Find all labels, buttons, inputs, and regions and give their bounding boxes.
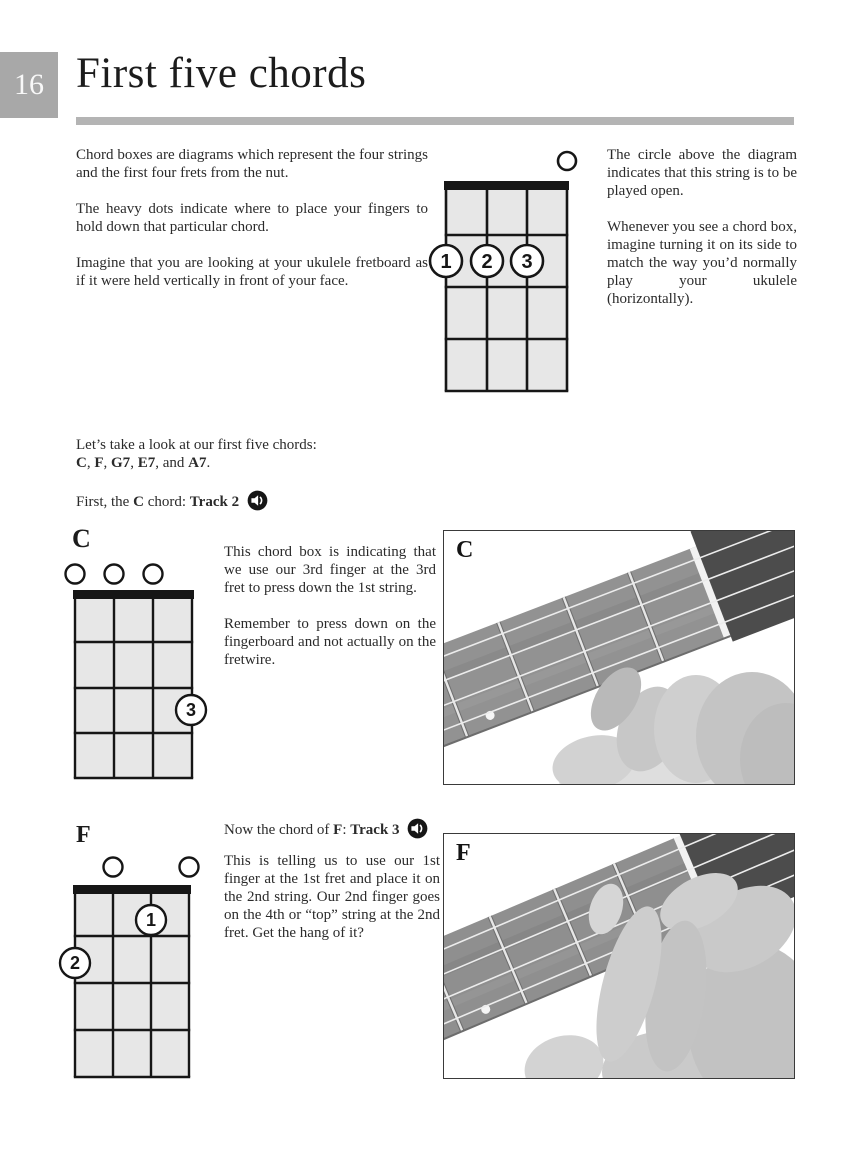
intro-paragraph: Whenever you see a chord box, imagine turning it on its side to match the way you’d normally play your ukulele (horizontally). (607, 219, 797, 307)
svg-text:2: 2 (481, 251, 493, 273)
five-chords-lead: Let’s take a look at our first five chords: (76, 437, 317, 453)
finger-dots (430, 245, 543, 277)
f-chord-text (224, 852, 440, 960)
five-chords-intro: Let’s take a look at our first five chords: C, F, G7, E7, and A7. (76, 437, 317, 471)
c-chord-heading: C (72, 524, 91, 553)
f-photo-illustration (444, 834, 794, 1078)
title-rule (76, 117, 794, 125)
body-paragraph: This is telling us to use our 1st finger at the 1st fret and place it on the 2nd string. Our 2nd finger goes on the 4th or “top” string at the 2nd fret. Get the hang of it? (224, 853, 440, 941)
f-chord-photo (443, 833, 795, 1079)
photo-caption: F (456, 840, 471, 866)
track-3-line: Now the chord of F: Track 3 (224, 818, 428, 839)
example-chord-diagram (425, 148, 580, 398)
intro-paragraph: The heavy dots indicate where to place your fingers to hold down that particular chord. (76, 201, 428, 235)
chord-name: G7 (111, 455, 131, 471)
open-string-marker (558, 152, 576, 170)
c-chord-text (224, 543, 436, 687)
body-paragraph: Remember to press down on the fingerboard and not actually on the fretwire. (224, 616, 436, 668)
intro-paragraph: Chord boxes are diagrams which represent the four strings and the first four frets from the nut. (76, 147, 428, 181)
chord-name: A7 (188, 455, 207, 471)
svg-text:3: 3 (185, 700, 197, 720)
c-chord-photo (443, 530, 795, 785)
track-label: Track 2 (189, 494, 240, 510)
f-chord-heading: F (76, 822, 91, 848)
intro-left-column (76, 146, 428, 308)
nut-bar (73, 885, 191, 894)
chord-name: C (76, 455, 87, 471)
track-2-line: First, the C chord: Track 2 (76, 490, 268, 511)
photo-caption: C (456, 537, 474, 563)
finger-dots (176, 695, 206, 725)
nut-bar (73, 590, 194, 599)
chord-name: E7 (137, 455, 156, 471)
chord-name: F (333, 822, 343, 838)
chord-name: C (133, 494, 144, 510)
nut-bar (444, 181, 569, 190)
speaker-icon (407, 818, 428, 839)
intro-paragraph: Imagine that you are looking at your ukulele fretboard as if it were held vertically in front of your face. (76, 255, 428, 289)
track-label: Track 3 (350, 822, 400, 838)
page-number: 16 (14, 68, 44, 101)
intro-paragraph: The circle above the diagram indicates that this string is to be played open. (607, 147, 797, 199)
svg-text:2: 2 (69, 953, 81, 973)
body-paragraph: This chord box is indicating that we use our 3rd finger at the 3rd fret to press down the 1st string. (224, 544, 436, 596)
c-photo-illustration (444, 531, 794, 784)
open-string-markers (104, 858, 199, 877)
open-string-markers (66, 565, 163, 584)
intro-right-column (607, 146, 797, 326)
svg-text:1: 1 (145, 910, 157, 930)
f-chord-diagram (50, 852, 215, 1084)
speaker-icon (247, 490, 268, 511)
fretboard-grid (75, 592, 192, 778)
page-title: First five chords (76, 50, 367, 97)
chord-name: F (94, 455, 104, 471)
c-chord-diagram (55, 558, 215, 790)
page-number-box (0, 52, 58, 118)
svg-text:3: 3 (521, 251, 533, 273)
svg-text:1: 1 (440, 251, 452, 273)
